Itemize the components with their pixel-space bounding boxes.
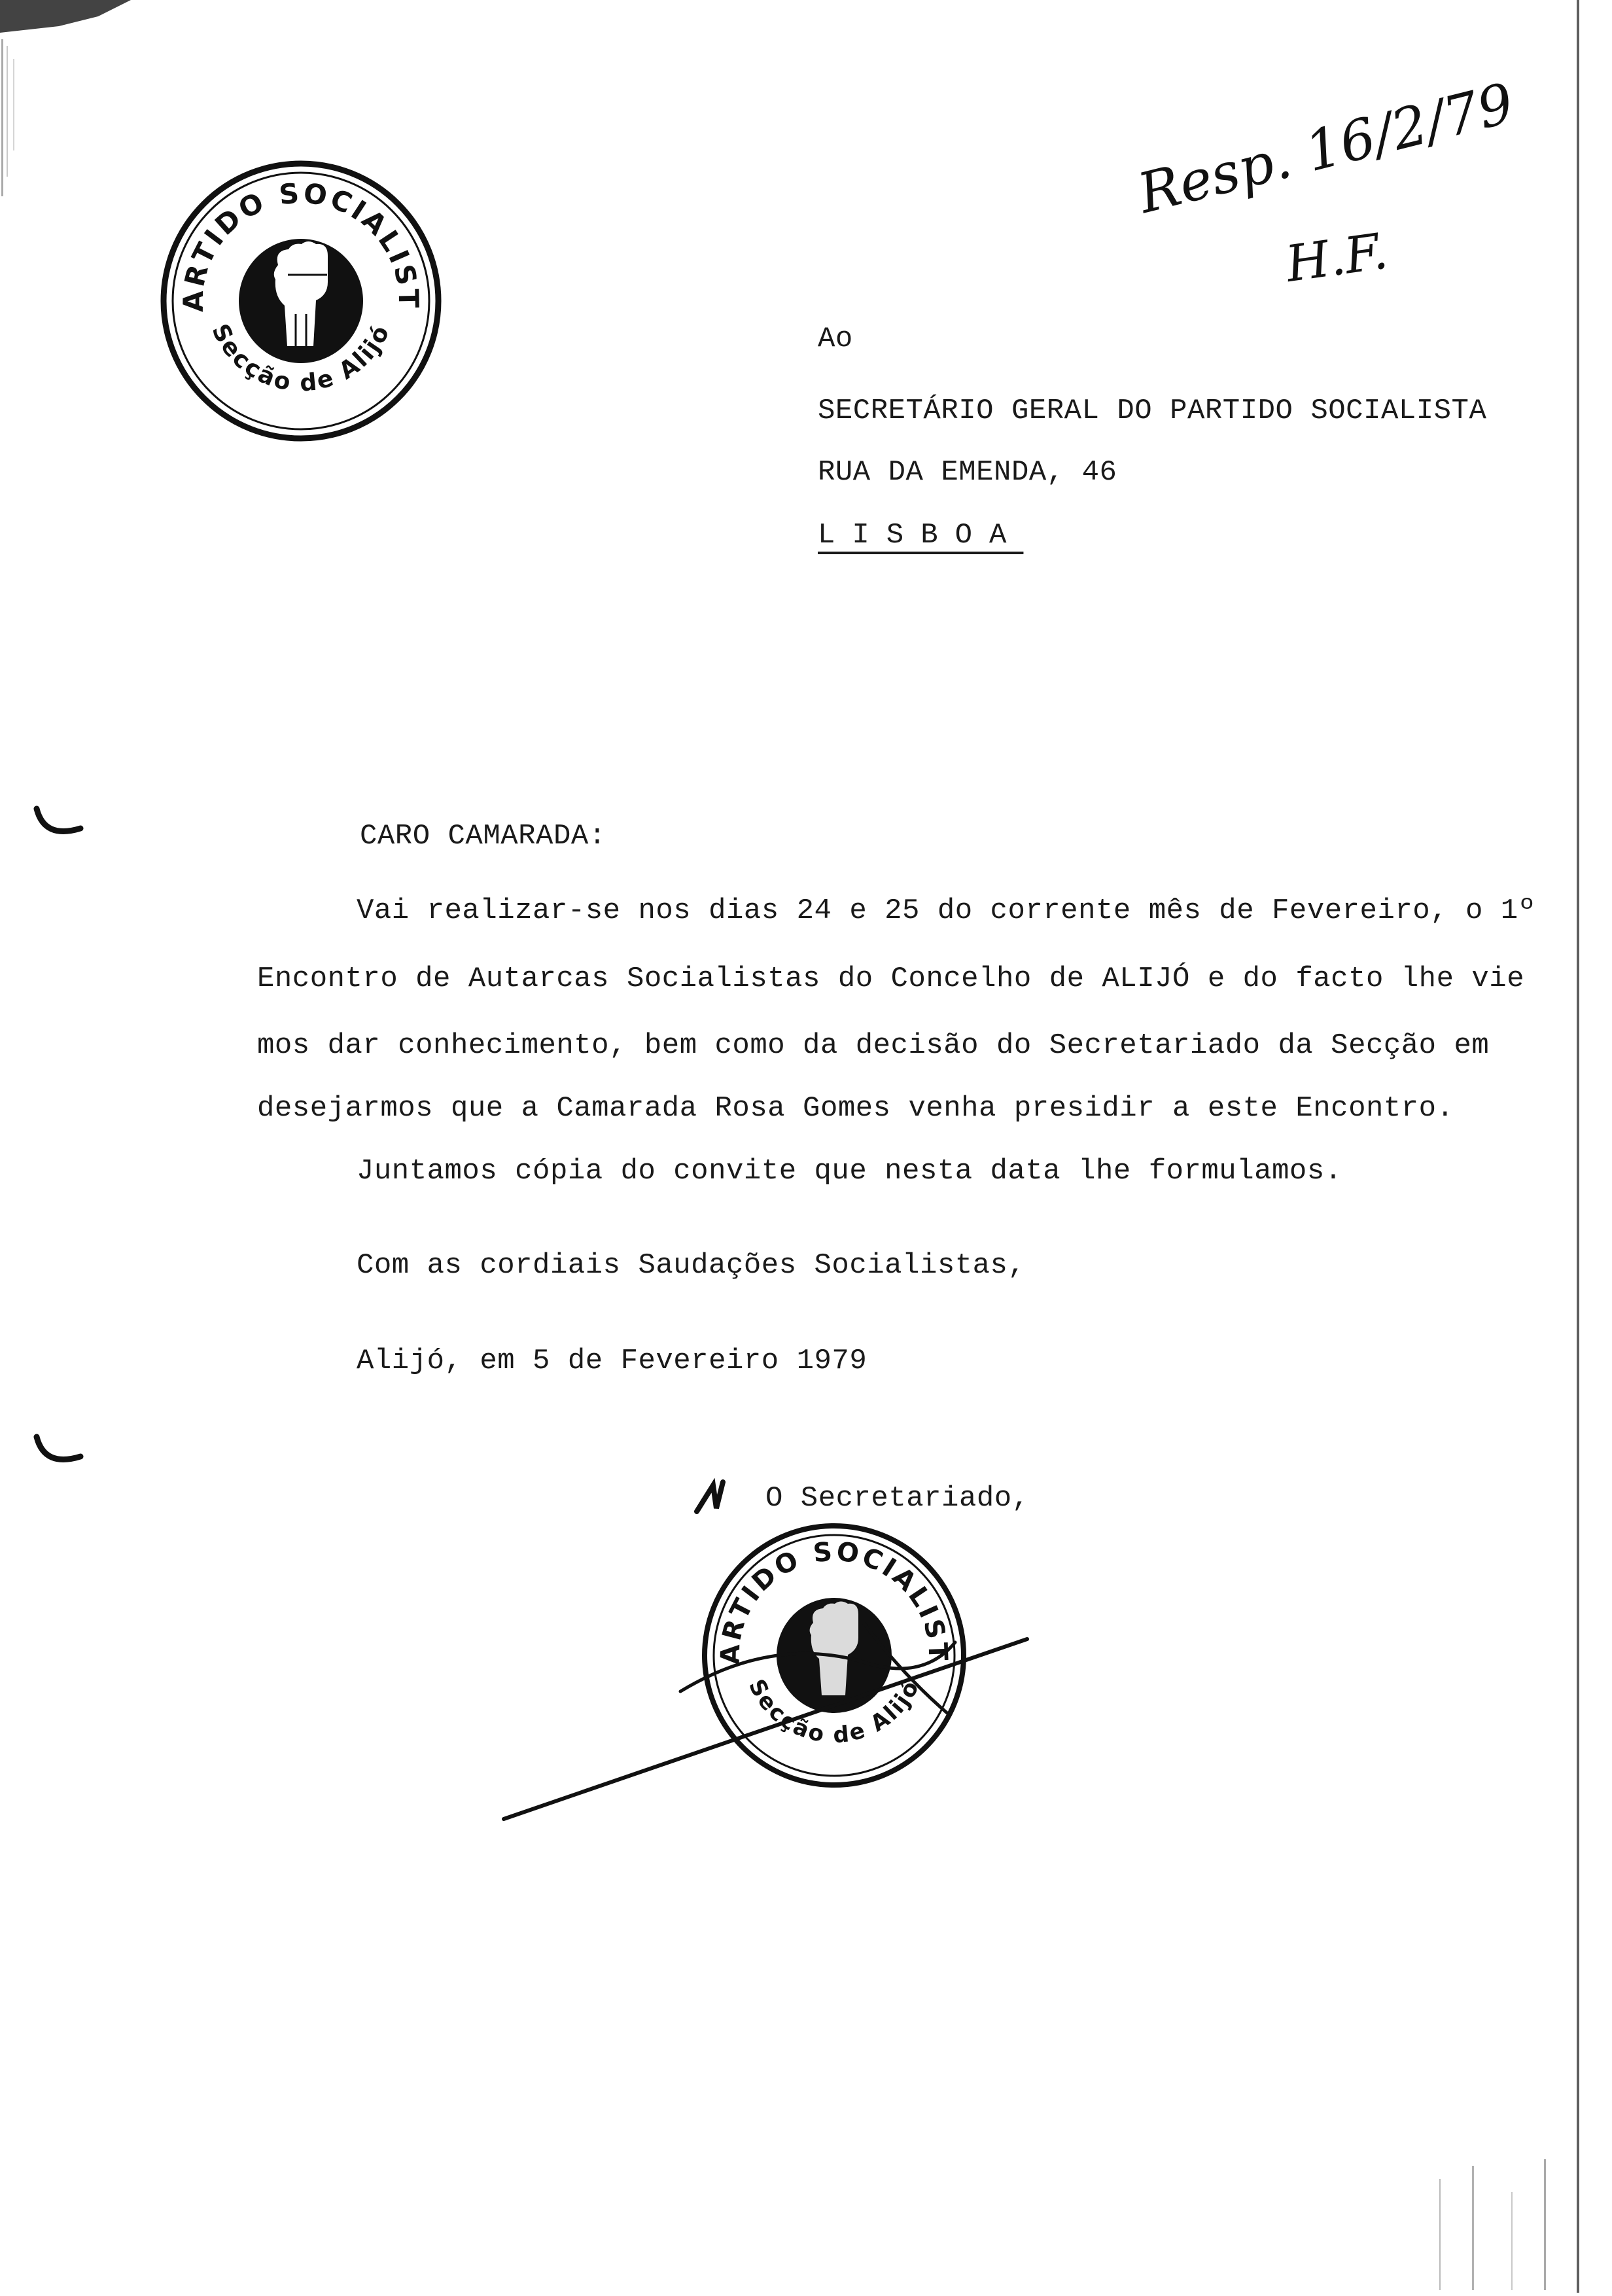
recipient-street: RUA DA EMENDA, 46 [818, 456, 1117, 489]
seal-bottom-text: Secção de Alijó [743, 1675, 925, 1749]
paragraph2: Juntamos cópia do convite que nesta data lhe formulamos. [357, 1155, 1342, 1188]
handwritten-initials: H.F. [1282, 221, 1392, 294]
scan-corner-mark [0, 0, 150, 39]
seal-top-text: ARTIDO SOCIALIST [715, 1536, 953, 1665]
recipient-city: LISBOA [818, 519, 1024, 552]
recipient-addressee: SECRETÁRIO GERAL DO PARTIDO SOCIALISTA [818, 395, 1487, 427]
seal-top-text: ARTIDO SOCIALIST [177, 177, 425, 313]
recipient-salutation-to: Ao [818, 323, 853, 355]
seal-bottom-text: Secção de Alijó [206, 319, 396, 397]
paragraph1-line3: mos dar conhecimento, bem como da decisão do Secretariado da Secção em [257, 1029, 1490, 1062]
signature-scribble [497, 1466, 1060, 1832]
letter-signatory: O Secretariado, [765, 1482, 1030, 1515]
scan-right-edge-line [1577, 0, 1579, 2293]
scan-bottom-right-noise [1433, 2153, 1577, 2293]
paragraph1-line2: Encontro de Autarcas Socialistas do Concelho de ALIJÓ e do facto lhe vie [257, 963, 1525, 995]
letter-place-date: Alijó, em 5 de Fevereiro 1979 [357, 1345, 867, 1377]
handwritten-response-note: Resp. 16/2/79 [1132, 70, 1520, 226]
party-seal-top [157, 157, 445, 445]
scan-left-edge-noise [0, 39, 39, 209]
letter-greeting: CARO CAMARADA: [360, 820, 606, 853]
punch-hole-mark-top [31, 804, 90, 849]
paragraph1-line4: desejarmos que a Camarada Rosa Gomes venha presidir a este Encontro. [257, 1092, 1454, 1125]
punch-hole-mark-bottom [31, 1432, 90, 1477]
paragraph1-line1: Vai realizar-se nos dias 24 e 25 do corrente mês de Fevereiro, o 1º [357, 894, 1536, 927]
letter-closing: Com as cordiais Saudações Socialistas, [357, 1249, 1026, 1282]
